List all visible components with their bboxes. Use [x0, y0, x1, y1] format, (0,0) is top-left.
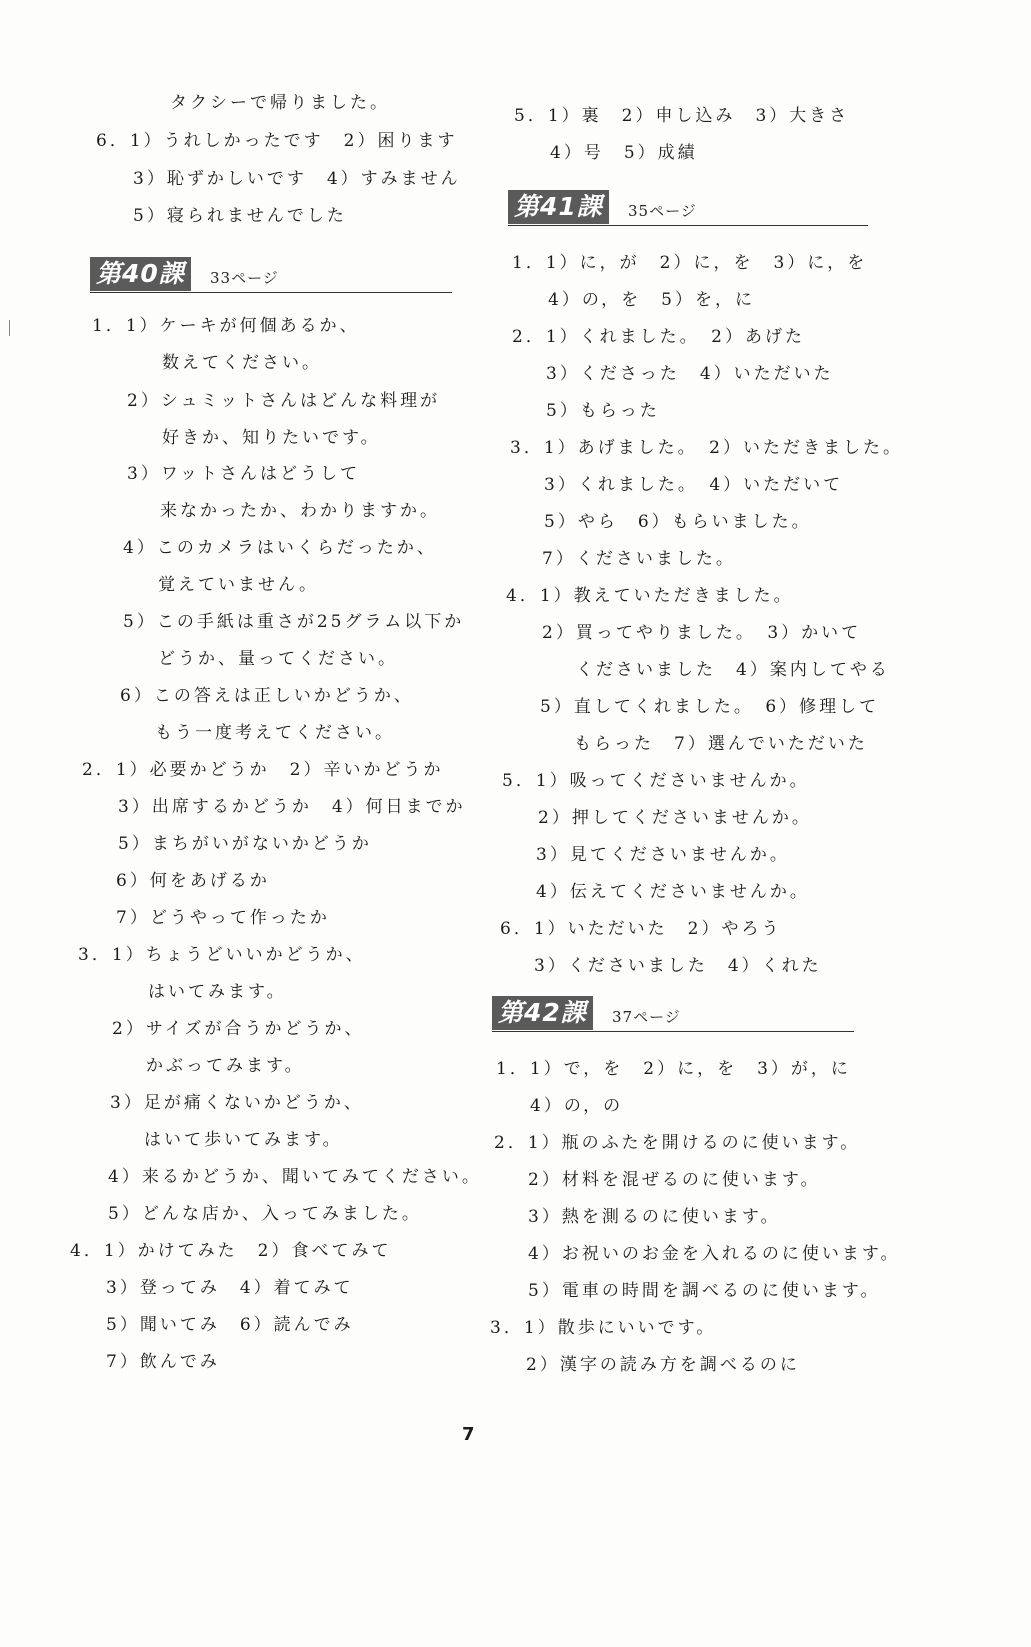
- answer-line: 2．1）瓶のふたを開けるのに使います。: [494, 1133, 861, 1153]
- answer-line: 3．1）散歩にいいです。: [490, 1318, 717, 1338]
- answer-line: 6）この答えは正しいかどうか、: [120, 686, 414, 706]
- answer-line: 3．1）ちょうどいいかどうか、: [78, 945, 366, 965]
- lesson-page-ref: 35ページ: [628, 202, 697, 220]
- answer-line: 3）足が痛くないかどうか、: [110, 1093, 364, 1113]
- lesson-42-heading: [492, 996, 854, 1032]
- answer-line: 1．1）ケーキが何個あるか、: [92, 316, 360, 336]
- answer-line: 3）出席するかどうか 4）何日までか: [118, 797, 466, 817]
- answer-line: 5）電車の時間を調べるのに使います。: [528, 1281, 881, 1301]
- answer-line: 5．1）裏 2）申し込み 3）大きさ: [514, 106, 850, 126]
- answer-line: 来なかったか、わかりますか。: [160, 501, 440, 521]
- answer-line: 5）どんな店か、入ってみました。: [108, 1204, 422, 1224]
- lesson-page-ref: 37ページ: [612, 1008, 681, 1026]
- answer-line: 3）ワットさんはどうして: [127, 464, 360, 484]
- answer-line: 2）漢字の読み方を調べるのに: [526, 1355, 800, 1375]
- answer-line: 2）シュミットさんはどんな料理が: [127, 391, 441, 411]
- answer-line: 2．1）必要かどうか 2）辛いかどうか: [82, 760, 444, 780]
- answer-line: 7）飲んでみ: [106, 1352, 220, 1372]
- heading-rule: [508, 225, 868, 226]
- answer-line: 4）来るかどうか、聞いてみてください。: [108, 1167, 482, 1187]
- answer-line: 数えてください。: [162, 353, 322, 373]
- answer-line: 4．1）かけてみた 2）食べてみて: [70, 1241, 392, 1261]
- lesson-title: 第41課: [508, 190, 609, 224]
- answer-line: かぶってみます。: [146, 1056, 305, 1076]
- answer-line: 3）くださった 4）いただいた: [546, 364, 834, 384]
- answer-line: 4）の，の: [530, 1096, 624, 1116]
- answer-line: 2）サイズが合うかどうか、: [112, 1019, 365, 1039]
- lesson-title: 第40課: [90, 257, 191, 291]
- answer-line: 3）くださいました 4）くれた: [534, 956, 822, 976]
- page-number: 7: [462, 1424, 475, 1445]
- answer-line: 2）押してくださいませんか。: [538, 808, 812, 828]
- answer-line: もらった 7）選んでいただいた: [574, 734, 868, 754]
- answer-line: 覚えていません。: [158, 575, 320, 595]
- answer-line: 4）号 5）成績: [550, 143, 698, 163]
- lesson-page-ref: 33ページ: [210, 269, 279, 287]
- answer-line: 4）このカメラはいくらだったか、: [123, 538, 437, 558]
- answer-line: 3）登ってみ 4）着てみて: [106, 1278, 354, 1298]
- answer-line: 6．1）いただいた 2）やろう: [500, 919, 782, 939]
- answer-line: 5）もらった: [546, 401, 660, 421]
- lesson-title: 第42課: [492, 996, 593, 1030]
- answer-line: 2）買ってやりました。 3）かいて: [542, 623, 862, 643]
- answer-line: 2．1）くれました。 2）あげた: [512, 327, 805, 347]
- answer-line: くださいました 4）案内してやる: [576, 660, 890, 680]
- answer-line: 5）まちがいがないかどうか: [118, 834, 372, 854]
- lesson-41-heading: [508, 190, 868, 226]
- answer-line: 5）寝られませんでした: [133, 206, 347, 226]
- answer-line: 5．1）吸ってくださいませんか。: [502, 771, 810, 791]
- answer-line: どうか、量ってください。: [158, 649, 398, 669]
- answer-line: 4）の，を 5）を，に: [548, 290, 755, 310]
- answer-line: 2）材料を混ぜるのに使います。: [528, 1170, 821, 1190]
- answer-line: 3）恥ずかしいです 4）すみません: [133, 169, 461, 189]
- answer-line: 好きか、知りたいです。: [162, 428, 381, 448]
- heading-rule: [492, 1031, 854, 1032]
- answer-line: はいてみます。: [148, 982, 287, 1002]
- answer-line: 6）何をあげるか: [116, 871, 270, 891]
- answer-line: 5）直してくれました。 6）修理して: [540, 697, 880, 717]
- answer-line: 7）くださいました。: [542, 549, 736, 569]
- answer-line: 1．1）に，が 2）に，を 3）に，を: [512, 253, 868, 273]
- answer-line: 3）くれました。 4）いただいて: [544, 475, 844, 495]
- answer-line: 5）やら 6）もらいました。: [544, 512, 812, 532]
- answer-line: 3）見てくださいませんか。: [536, 845, 790, 865]
- answer-line: 6．1）うれしかったです 2）困ります: [96, 131, 458, 151]
- answer-line: 3）熱を測るのに使います。: [528, 1207, 781, 1227]
- answer-line: 4）伝えてくださいませんか。: [536, 882, 810, 902]
- answer-line: 4）お祝いのお金を入れるのに使います。: [528, 1244, 901, 1264]
- answer-line: 4．1）教えていただきました。: [506, 586, 794, 606]
- answer-line: はいて歩いてみます。: [144, 1130, 343, 1150]
- answer-line: タクシーで帰りました。: [170, 93, 390, 113]
- answer-line: 5）この手紙は重さが25グラム以下か: [123, 612, 465, 632]
- answer-line: 5）聞いてみ 6）読んでみ: [106, 1315, 354, 1335]
- answer-line: 7）どうやって作ったか: [116, 908, 330, 928]
- answer-line: もう一度考えてください。: [155, 723, 395, 743]
- answer-line: 1．1）で，を 2）に，を 3）が，に: [496, 1059, 851, 1079]
- answer-line: 3．1）あげました。 2）いただきました。: [510, 438, 903, 458]
